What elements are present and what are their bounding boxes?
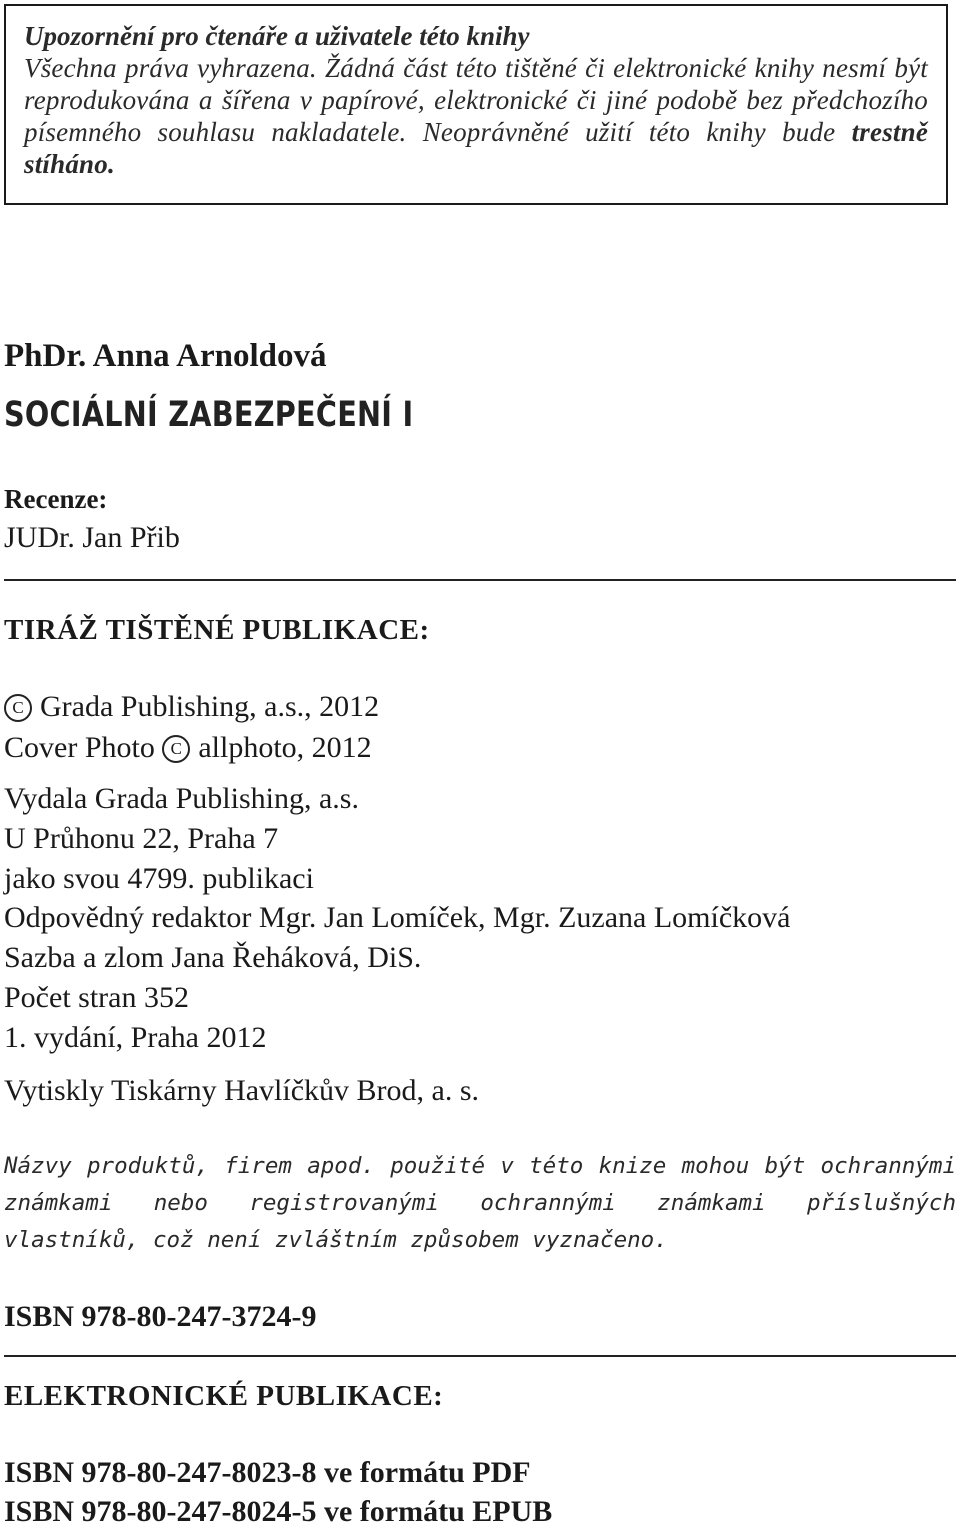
electronic-section-label: ELEKTRONICKÉ PUBLIKACE: xyxy=(4,1380,444,1412)
divider xyxy=(4,1355,956,1357)
publisher-line: Vydala Grada Publishing, a.s. xyxy=(4,782,359,815)
notice-text xyxy=(24,52,928,180)
copyright-icon: C xyxy=(4,694,32,722)
cover-prefix: Cover Photo xyxy=(4,731,155,764)
editor-line: Odpovědný redaktor Mgr. Jan Lomíček, Mgr. Zuzana Lomíčková xyxy=(4,901,791,934)
typesetting-line: Sazba a zlom Jana Řeháková, DiS. xyxy=(4,941,422,974)
notice-emphasis: trestně stíháno. xyxy=(24,117,929,179)
isbn-pdf: ISBN 978-80-247-8023-8 ve formátu PDF xyxy=(4,1456,531,1489)
copyright-text: Grada Publishing, a.s., 2012 xyxy=(40,690,380,723)
publication-number-line: jako svou 4799. publikaci xyxy=(4,862,314,895)
reviewer-name: JUDr. Jan Přib xyxy=(4,521,180,554)
notice-heading: Upozornění pro čtenáře a uživatele této knihy xyxy=(24,21,530,51)
print-section-label: TIRÁŽ TIŠTĚNÉ PUBLIKACE: xyxy=(4,614,430,646)
copyright-line xyxy=(4,690,379,724)
copyright-notice-box xyxy=(4,4,948,205)
printer-line: Vytiskly Tiskárny Havlíčkův Brod, a. s. xyxy=(4,1074,480,1107)
trademark-note: Názvy produktů, firem apod. použité v této knize mohou být ochrannými známkami nebo registrovanými ochrannými známkami příslušných vlastníků, což není zvláštním způsobem vyznačeno. xyxy=(4,1153,956,1253)
isbn-epub: ISBN 978-80-247-8024-5 ve formátu EPUB xyxy=(4,1495,553,1528)
address-line: U Průhonu 22, Praha 7 xyxy=(4,822,279,855)
author-name: PhDr. Anna Arnoldová xyxy=(4,338,327,374)
cover-suffix: allphoto, 2012 xyxy=(198,731,372,764)
book-title: SOCIÁLNÍ ZABEZPEČENÍ I xyxy=(4,395,414,435)
copyright-icon: C xyxy=(162,735,190,763)
isbn-print: ISBN 978-80-247-3724-9 xyxy=(4,1300,317,1333)
notice-body: Všechna práva vyhrazena. Žádná část této tištěné či elektronické knihy nesmí být reprodukována a šířena v papírové, elektronické či jiné podobě bez předchozího písemného souhlasu nakladatele. Neoprávněné užití této knihy bude xyxy=(24,53,928,147)
pages-line: Počet stran 352 xyxy=(4,981,189,1014)
divider xyxy=(4,579,956,581)
cover-photo-line xyxy=(4,731,372,765)
edition-line: 1. vydání, Praha 2012 xyxy=(4,1021,267,1054)
review-label: Recenze: xyxy=(4,484,108,514)
